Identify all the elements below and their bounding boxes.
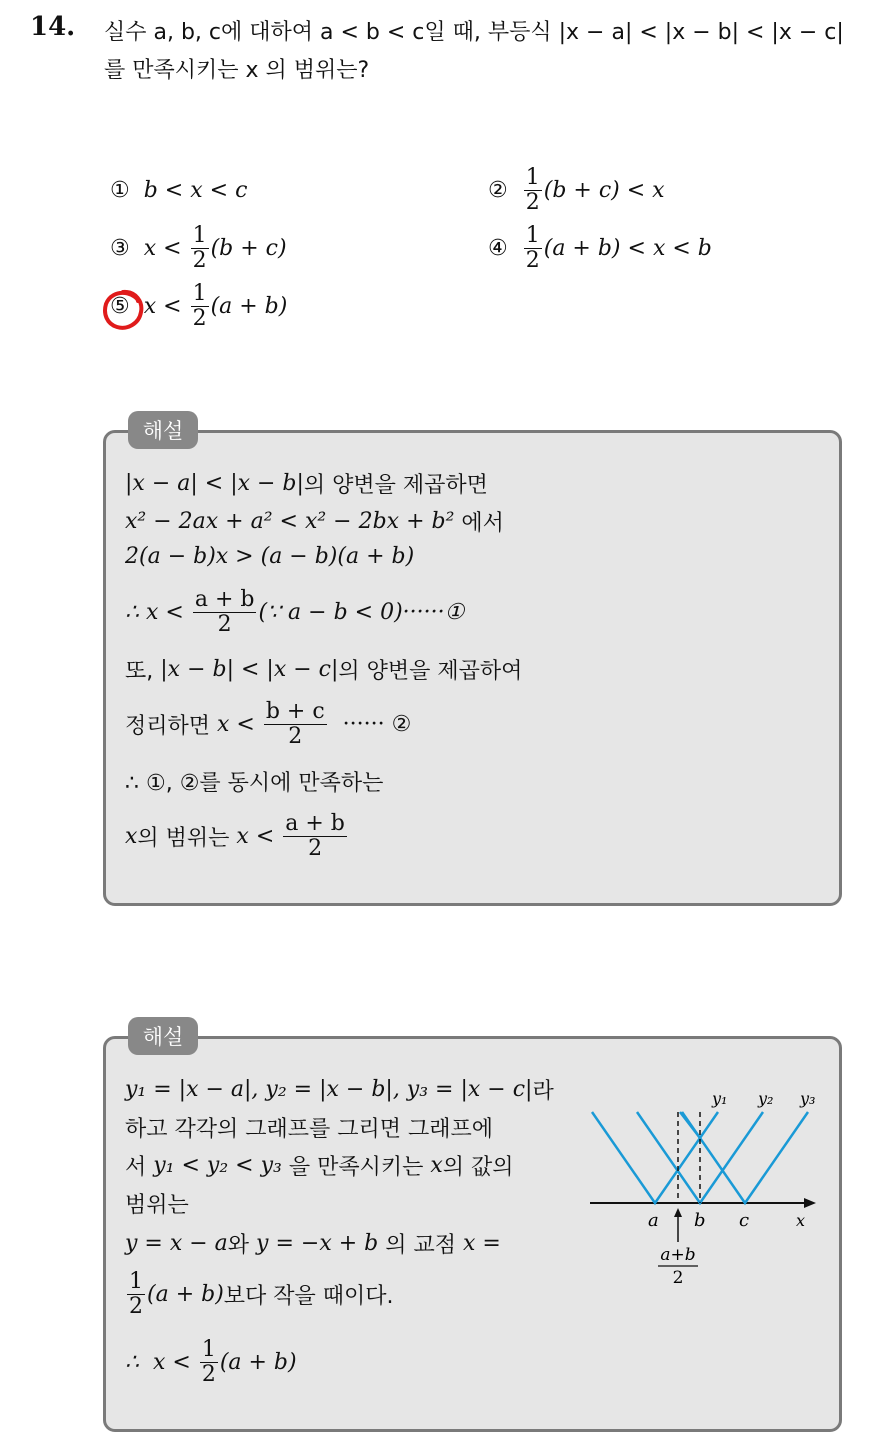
fraction: $\frac{a + b}{2}$ (194, 587, 255, 637)
solution1-line2: x² − 2ax + a² < x² − 2bx + b² 에서 (125, 509, 504, 536)
graph-line-y3 (682, 1112, 808, 1203)
solution1-line3: 2(a − b)x > (a − b)(a + b) (125, 544, 415, 569)
solution2-line5: y = x − a 와 y = −x + b 의 교점 x = (125, 1231, 501, 1258)
choice-3[interactable] (110, 224, 287, 273)
solution-tag: 해설 (128, 1017, 198, 1055)
choice-4[interactable] (488, 224, 712, 273)
choice-text-before: x < (143, 236, 189, 261)
label-y2: y₂ (758, 1089, 774, 1108)
label-midpoint-denominator: 2 (672, 1268, 684, 1288)
solution1-line4: ∴ x < $\frac{a + b}{2}$ (∵ a − b < 0)······① (125, 587, 465, 637)
choice-text: (a + b) (210, 294, 288, 319)
solution2-line2: 하고 각각의 그래프를 그리면 그래프에 (125, 1117, 494, 1142)
choice-number: ④ (488, 236, 508, 261)
absolute-value-graph (580, 1080, 830, 1290)
solution-tag: 해설 (128, 411, 198, 449)
x-axis-arrow (804, 1198, 816, 1208)
choice-2[interactable] (488, 166, 665, 215)
solution2-line7: ∴ x < $\frac{1}{2}$ (a + b) (125, 1337, 297, 1387)
fraction: $\frac{b + c}{2}$ (265, 699, 325, 749)
choice-text: (b + c) < x (543, 178, 665, 203)
label-x: x (796, 1211, 806, 1230)
choice-text-before: x < (143, 294, 189, 319)
question-number: 14. (30, 12, 76, 42)
solution1-line6: 정리하면 x < $\frac{b + c}{2}$ ······ ② (125, 699, 412, 749)
fraction: $\frac{1}{2}$ (129, 1269, 143, 1319)
choice-number: ⑤ (110, 294, 130, 319)
choice-text: b < x < c (143, 178, 248, 203)
fraction: $\frac{1}{2}$ (192, 281, 207, 331)
solution2-line4: 범위는 (125, 1193, 189, 1218)
question-text-line1: 실수 a, b, c에 대하여 a < b < c일 때, 부등식 |x − a| < |x − b| < |x − c| (104, 20, 844, 45)
label-midpoint-numerator: a+b (660, 1245, 696, 1265)
choice-text: (a + b) < x < b (543, 236, 712, 261)
solution1-line5: 또, |x − b| < |x − c| 의 양변을 제곱하여 (125, 657, 523, 684)
choice-number: ③ (110, 236, 130, 261)
choice-number: ① (110, 178, 130, 203)
label-b: b (694, 1210, 706, 1231)
label-y3: y₃ (800, 1089, 816, 1108)
graph-line-y1 (592, 1112, 718, 1203)
solution1-line7: ∴ ①, ②를 동시에 만족하는 (125, 771, 384, 796)
solution1-line1: |x − a| < |x − b| 의 양변을 제곱하면 (125, 471, 488, 498)
choice-1[interactable] (110, 178, 247, 203)
label-y1: y₁ (712, 1089, 728, 1108)
label-c: c (739, 1210, 750, 1231)
solution2-line3: 서 y₁ < y₂ < y₃ 을 만족시키는 x 의 값의 (125, 1153, 514, 1180)
choice-text: (b + c) (210, 236, 287, 261)
answer-circle-mark (100, 287, 146, 333)
fraction: $\frac{1}{2}$ (201, 1337, 216, 1387)
fraction: $\frac{1}{2}$ (525, 165, 540, 215)
solution2-line6: $\frac{1}{2}$ (a + b) 보다 작을 때이다. (129, 1269, 394, 1319)
label-a: a (648, 1210, 659, 1231)
solution2-line1: y₁ = |x − a|, y₂ = |x − b|, y₃ = |x − c| 라 (125, 1077, 554, 1104)
fraction: $\frac{a + b}{2}$ (285, 811, 345, 861)
question-text-line2: 를 만족시키는 x 의 범위는? (104, 58, 370, 83)
solution1-line8: x 의 범위는 x < $\frac{a + b}{2}$ (125, 811, 345, 861)
choice-number: ② (488, 178, 508, 203)
fraction: $\frac{1}{2}$ (192, 223, 207, 273)
fraction: $\frac{1}{2}$ (525, 223, 540, 273)
